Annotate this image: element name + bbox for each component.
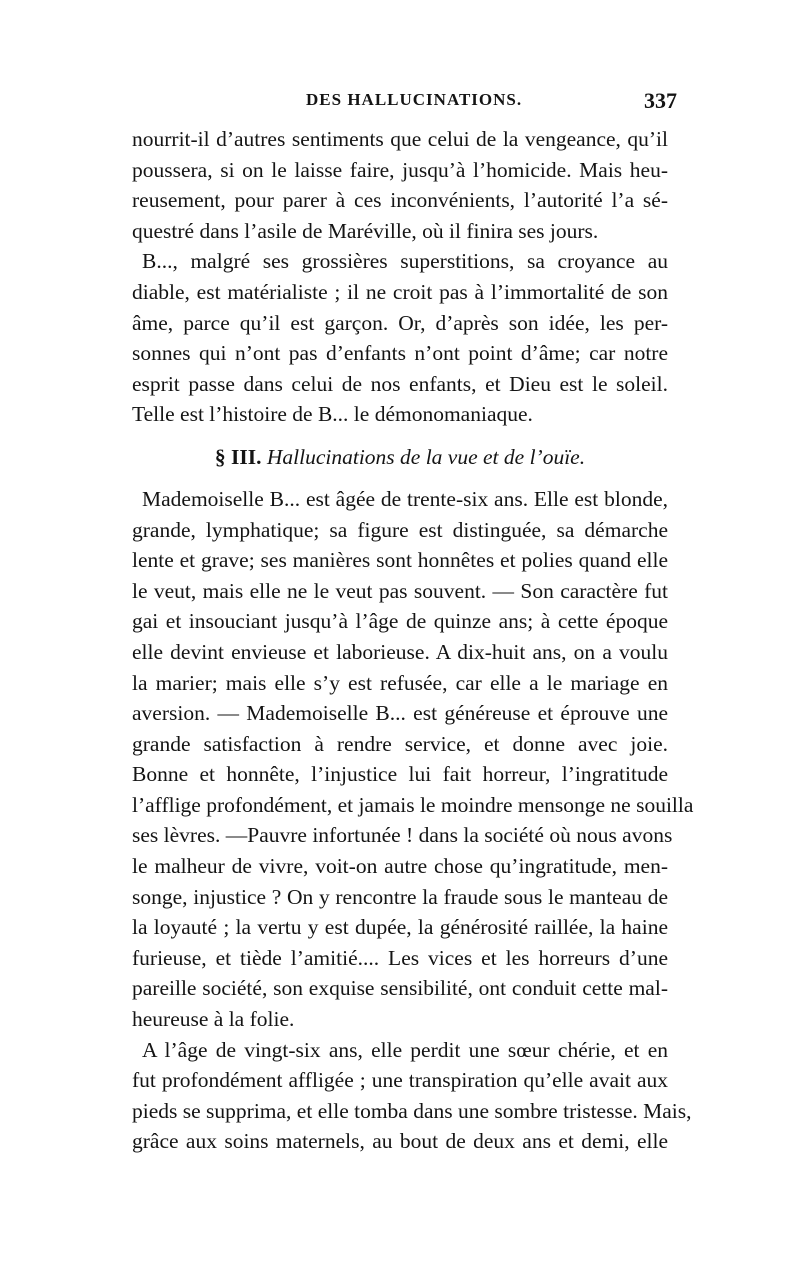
- text-line: grande satisfaction à rendre service, et donne avec joie.: [132, 731, 668, 756]
- text-line: gai et insouciant jusqu’à l’âge de quinze ans; à cette époque: [132, 609, 668, 634]
- section-heading: [132, 430, 668, 484]
- text-line: diable, est matérialiste ; il ne croit pas à l’immortalité de son: [132, 279, 668, 304]
- text-line: heureuse à la folie.: [132, 1007, 295, 1032]
- text-line: songe, injustice ? On y rencontre la fraude sous le manteau de: [132, 884, 668, 909]
- paragraph-2: [132, 246, 668, 430]
- text-line: nourrit-il d’autres sentiments que celui de la vengeance, qu’il: [132, 127, 668, 151]
- body-text: [132, 124, 694, 1157]
- running-head: [132, 90, 677, 116]
- text-line: B..., malgré ses grossières superstitions, sa croyance au: [142, 249, 668, 274]
- text-line: le malheur de vivre, voit-on autre chose qu’ingratitude, men-: [132, 854, 668, 879]
- text-line: ses lèvres. —Pauvre infortunée ! dans la société où nous avons: [132, 823, 673, 848]
- text-line: aversion. — Mademoiselle B... est généreuse et éprouve une: [132, 701, 668, 726]
- text-line: A l’âge de vingt-six ans, elle perdit une sœur chérie, et en: [142, 1037, 668, 1062]
- text-line: elle devint envieuse et laborieuse. A dix-huit ans, on a voulu: [132, 639, 668, 664]
- text-line: grâce aux soins maternels, au bout de deux ans et demi, elle: [132, 1129, 668, 1154]
- paragraph-1: [132, 124, 668, 246]
- text-line: poussera, si on le laisse faire, jusqu’à l’homicide. Mais heu-: [132, 157, 668, 182]
- text-line: la loyauté ; la vertu y est dupée, la générosité raillée, la haine: [132, 915, 668, 940]
- text-line: la marier; mais elle s’y est refusée, car elle a le mariage en: [132, 670, 668, 695]
- text-line: âme, parce qu’il est garçon. Or, d’après son idée, les per-: [132, 310, 668, 335]
- text-line: le veut, mais elle ne le veut pas souvent. — Son caractère fut: [132, 578, 668, 603]
- text-line: Telle est l’histoire de B... le démonomaniaque.: [132, 402, 533, 427]
- text-line: sonnes qui n’ont pas d’enfants n’ont point d’âme; car notre: [132, 341, 668, 366]
- section-title: Hallucinations de la vue et de l’ouïe.: [266, 444, 586, 469]
- text-line: Mademoiselle B... est âgée de trente-six ans. Elle est blonde,: [142, 486, 668, 511]
- text-line: furieuse, et tiède l’amitié.... Les vices et les horreurs d’une: [132, 945, 668, 970]
- paragraph-3: [132, 484, 694, 1035]
- text-line: pareille société, son exquise sensibilité, ont conduit cette mal-: [132, 976, 668, 1001]
- text-line: grande, lymphatique; sa figure est distinguée, sa démarche: [132, 517, 668, 542]
- text-line: fut profondément affligée ; une transpiration qu’elle avait aux: [132, 1068, 668, 1093]
- running-title: DES HALLUCINATIONS.: [306, 90, 523, 109]
- section-number: § III.: [214, 444, 262, 469]
- paragraph-4: [132, 1035, 692, 1157]
- text-line: pieds se supprima, et elle tomba dans une sombre tristesse. Mais,: [132, 1098, 692, 1123]
- page-number: 337: [644, 88, 677, 113]
- text-line: l’afflige profondément, et jamais le moindre mensonge ne souilla: [132, 792, 694, 817]
- text-line: esprit passe dans celui de nos enfants, et Dieu est le soleil.: [132, 371, 668, 396]
- text-line: lente et grave; ses manières sont honnêtes et polies quand elle: [132, 548, 668, 573]
- text-line: reusement, pour parer à ces inconvénients, l’autorité l’a sé-: [132, 188, 668, 213]
- text-line: questré dans l’asile de Maréville, où il finira ses jours.: [132, 218, 599, 243]
- text-line: Bonne et honnête, l’injustice lui fait horreur, l’ingratitude: [132, 762, 668, 787]
